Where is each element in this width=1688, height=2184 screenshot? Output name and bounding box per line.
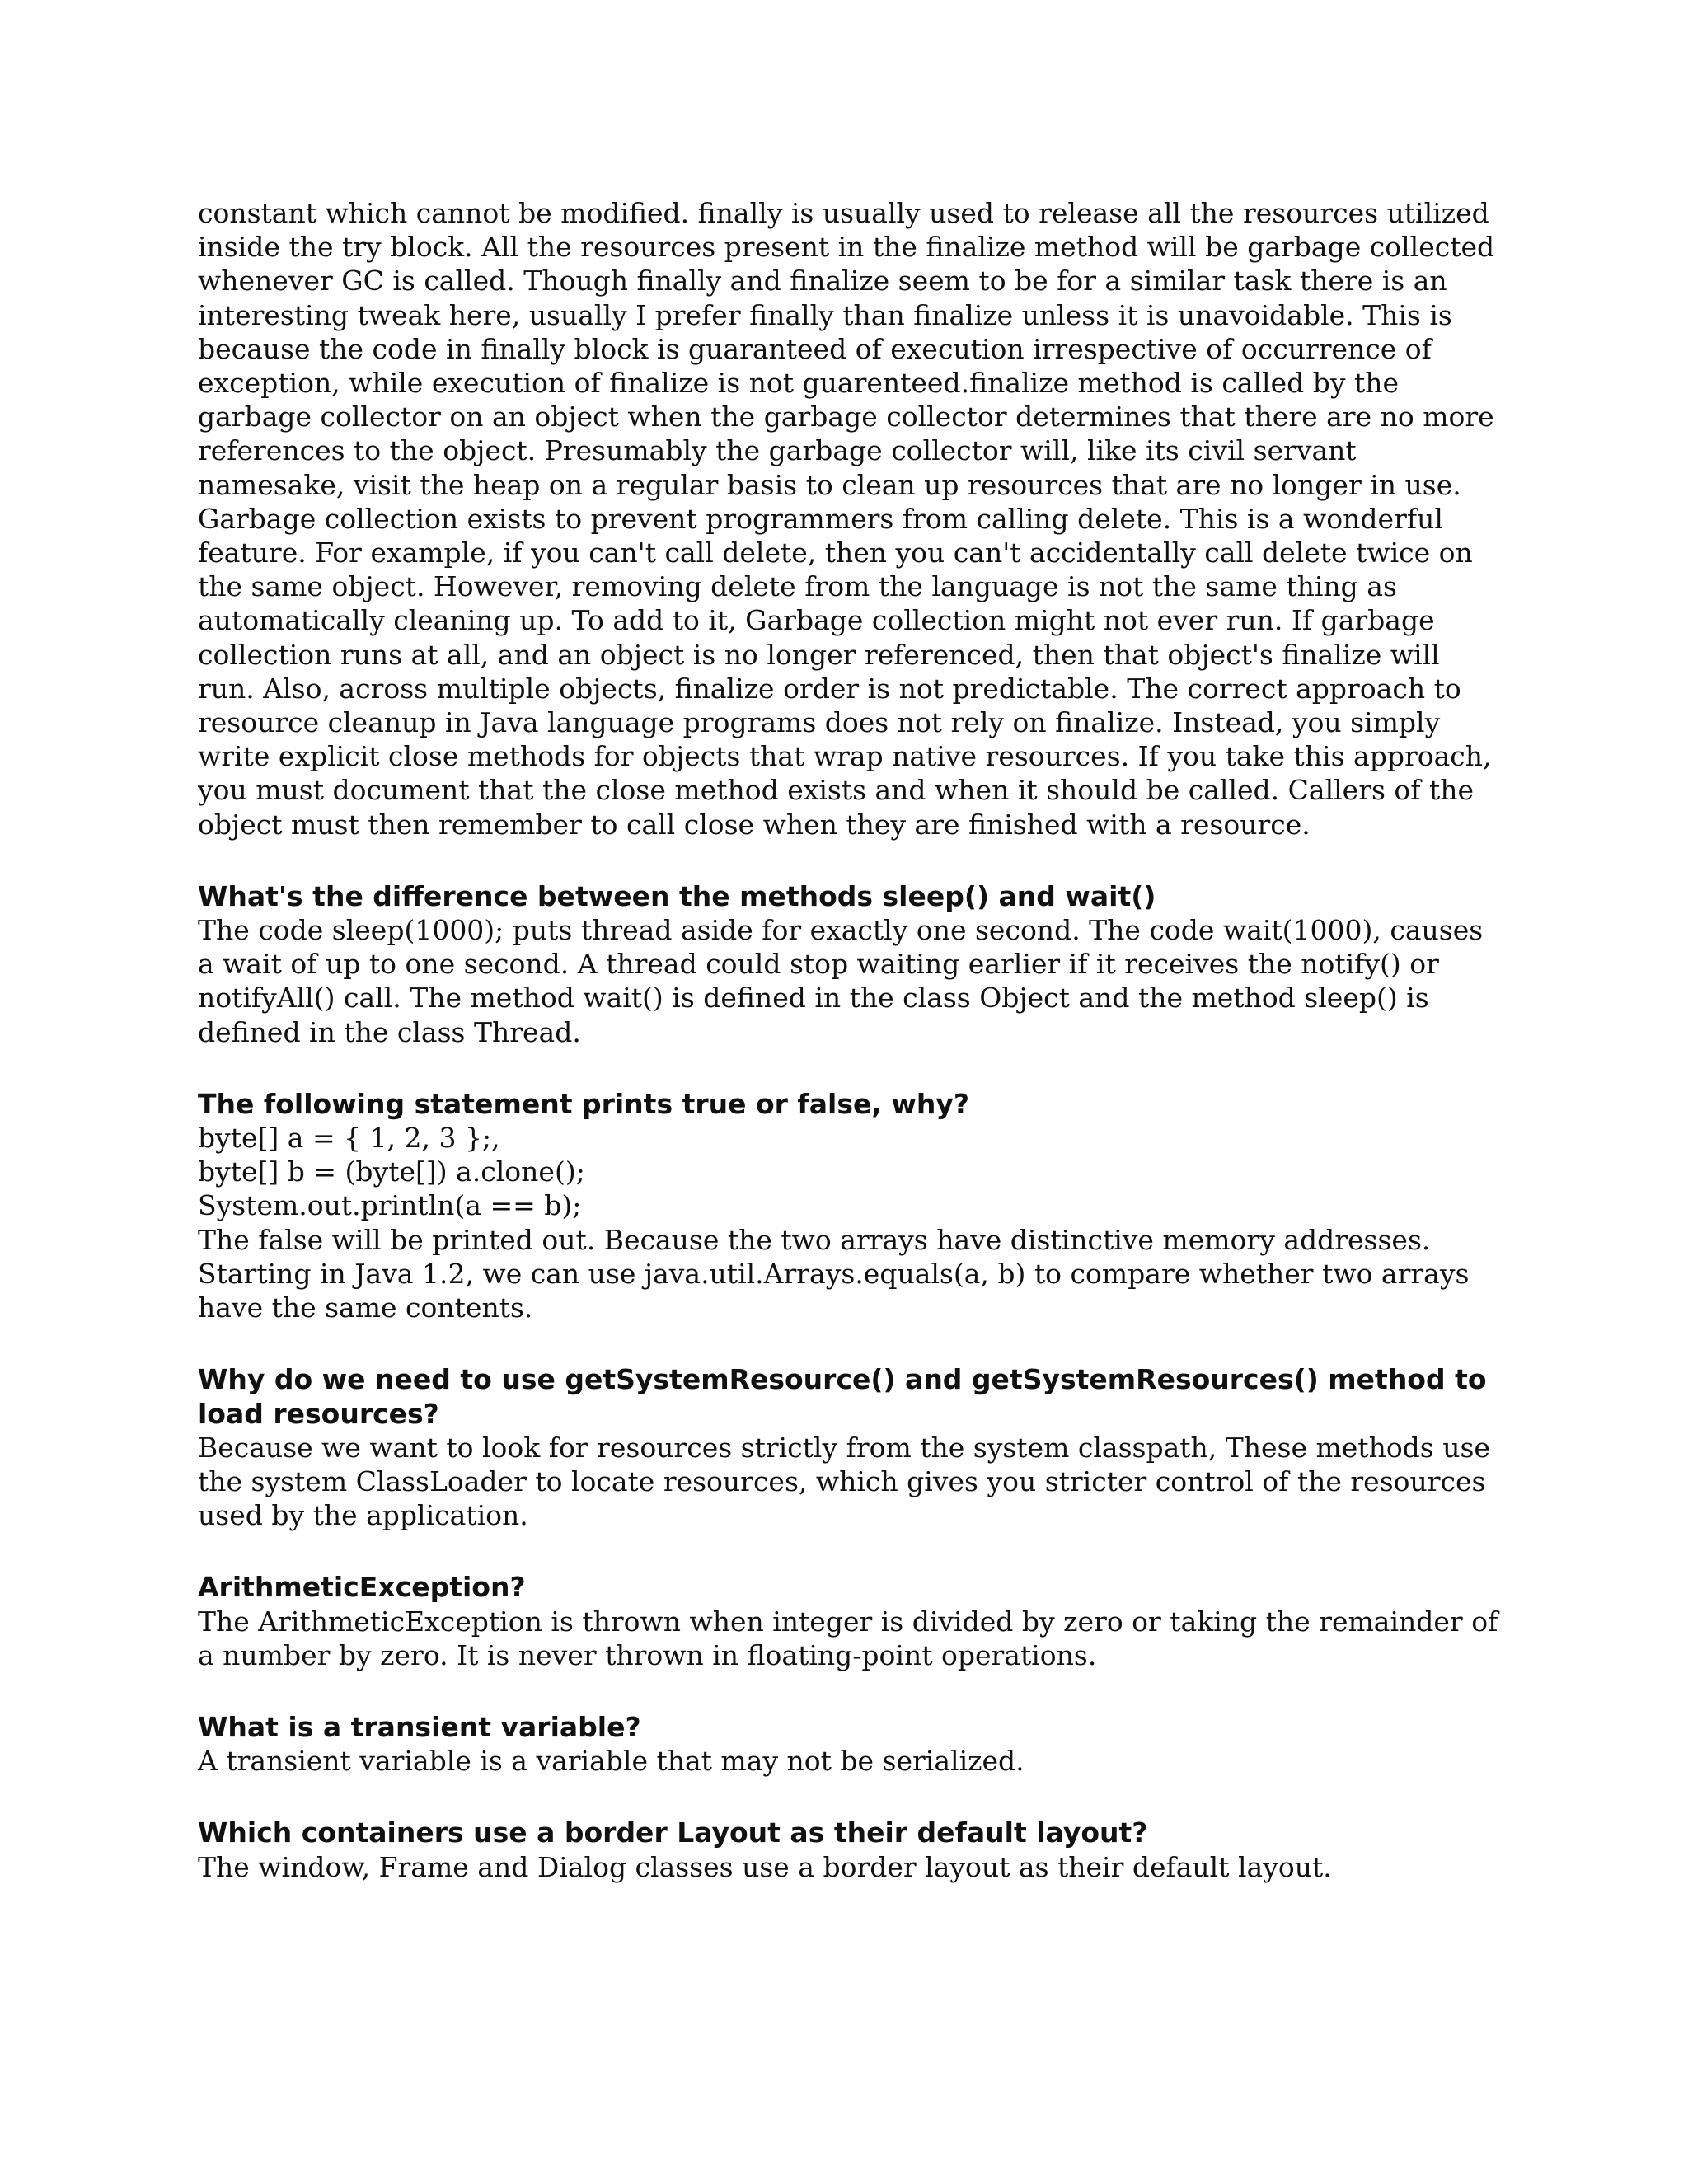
answer-text: A transient variable is a variable that may not be serialized. [198,1745,1025,1778]
code-line: System.out.println(a == b); [198,1189,582,1222]
qa-section-border-layout [198,1816,1500,1883]
question-heading: ArithmeticException? [198,1571,526,1604]
question-heading: The following statement prints true or false, why? [198,1087,970,1120]
answer-text: The window, Frame and Dialog classes use a border layout as their default layout. [198,1850,1332,1883]
answer-text: The code sleep(1000); puts thread aside for exactly one second. The code wait(1000), causes a wait of up to one second. A thread could stop waiting earlier if it receives the notify() or notifyAll() call. The method wait() is defined in the class Object and the method sleep() is defined in the class Thread. [198,914,1484,1048]
code-line: byte[] b = (byte[]) a.clone(); [198,1155,585,1188]
qa-section-system-resource [198,1362,1500,1532]
qa-section-sleep-wait [198,879,1500,1049]
answer-text: The ArithmeticException is thrown when integer is divided by zero or taking the remainder of a number by zero. It is never thrown in floating-point operations. [198,1605,1498,1671]
question-heading: Why do we need to use getSystemResource() and getSystemResources() method to load resources? [198,1363,1487,1430]
code-line: byte[] a = { 1, 2, 3 };, [198,1122,500,1155]
intro-paragraph: constant which cannot be modified. finally is usually used to release all the resources utilized inside the try block. All the resources present in the finalize method will be garbage collected whenever GC is called. Though finally and finalize seem to be for a similar task there is an interesting tweak here, usually I prefer finally than finalize unless it is unavoidable. This is because the code in finally block is guaranteed of execution irrespective of occurrence of exception, while execution of finalize is not guarenteed.finalize method is called by the garbage collector on an object when the garbage collector determines that there are no more references to the object. Presumably the garbage collector will, like its civil servant namesake, visit the heap on a regular basis to clean up resources that are no longer in use. Garbage collection exists to prevent programmers from calling delete. This is a wonderful feature. For example, if you can't call delete, then you can't accidentally call delete twice on the same object. However, removing delete from the language is not the same thing as automatically cleaning up. To add to it, Garbage collection might not ever run. If garbage collection runs at all, and an object is no longer referenced, then that object's finalize will run. Also, across multiple objects, finalize order is not predictable. The correct approach to resource cleanup in Java language programs does not rely on finalize. Instead, you simply write explicit close methods for objects that wrap native resources. If you take this approach, you must document that the close method exists and when it should be called. Callers of the object must then remember to call close when they are finished with a resource. [198,197,1495,841]
document-page [198,196,1500,1884]
qa-section-arithmetic-exception [198,1570,1500,1672]
qa-section-array-compare [198,1087,1500,1324]
question-heading: What's the difference between the methods sleep() and wait() [198,879,1156,912]
question-heading: Which containers use a border Layout as their default layout? [198,1816,1148,1849]
qa-section-transient-variable [198,1710,1500,1778]
answer-text: Because we want to look for resources strictly from the system classpath, These methods use the system ClassLoader to locate resources, which gives you stricter control of the resources used by the application. [198,1431,1490,1532]
answer-text: The false will be printed out. Because the two arrays have distinctive memory addresses. Starting in Java 1.2, we can use java.util.Arrays.equals(a, b) to compare whether two arrays have the same contents. [198,1223,1470,1324]
question-heading: What is a transient variable? [198,1710,641,1743]
